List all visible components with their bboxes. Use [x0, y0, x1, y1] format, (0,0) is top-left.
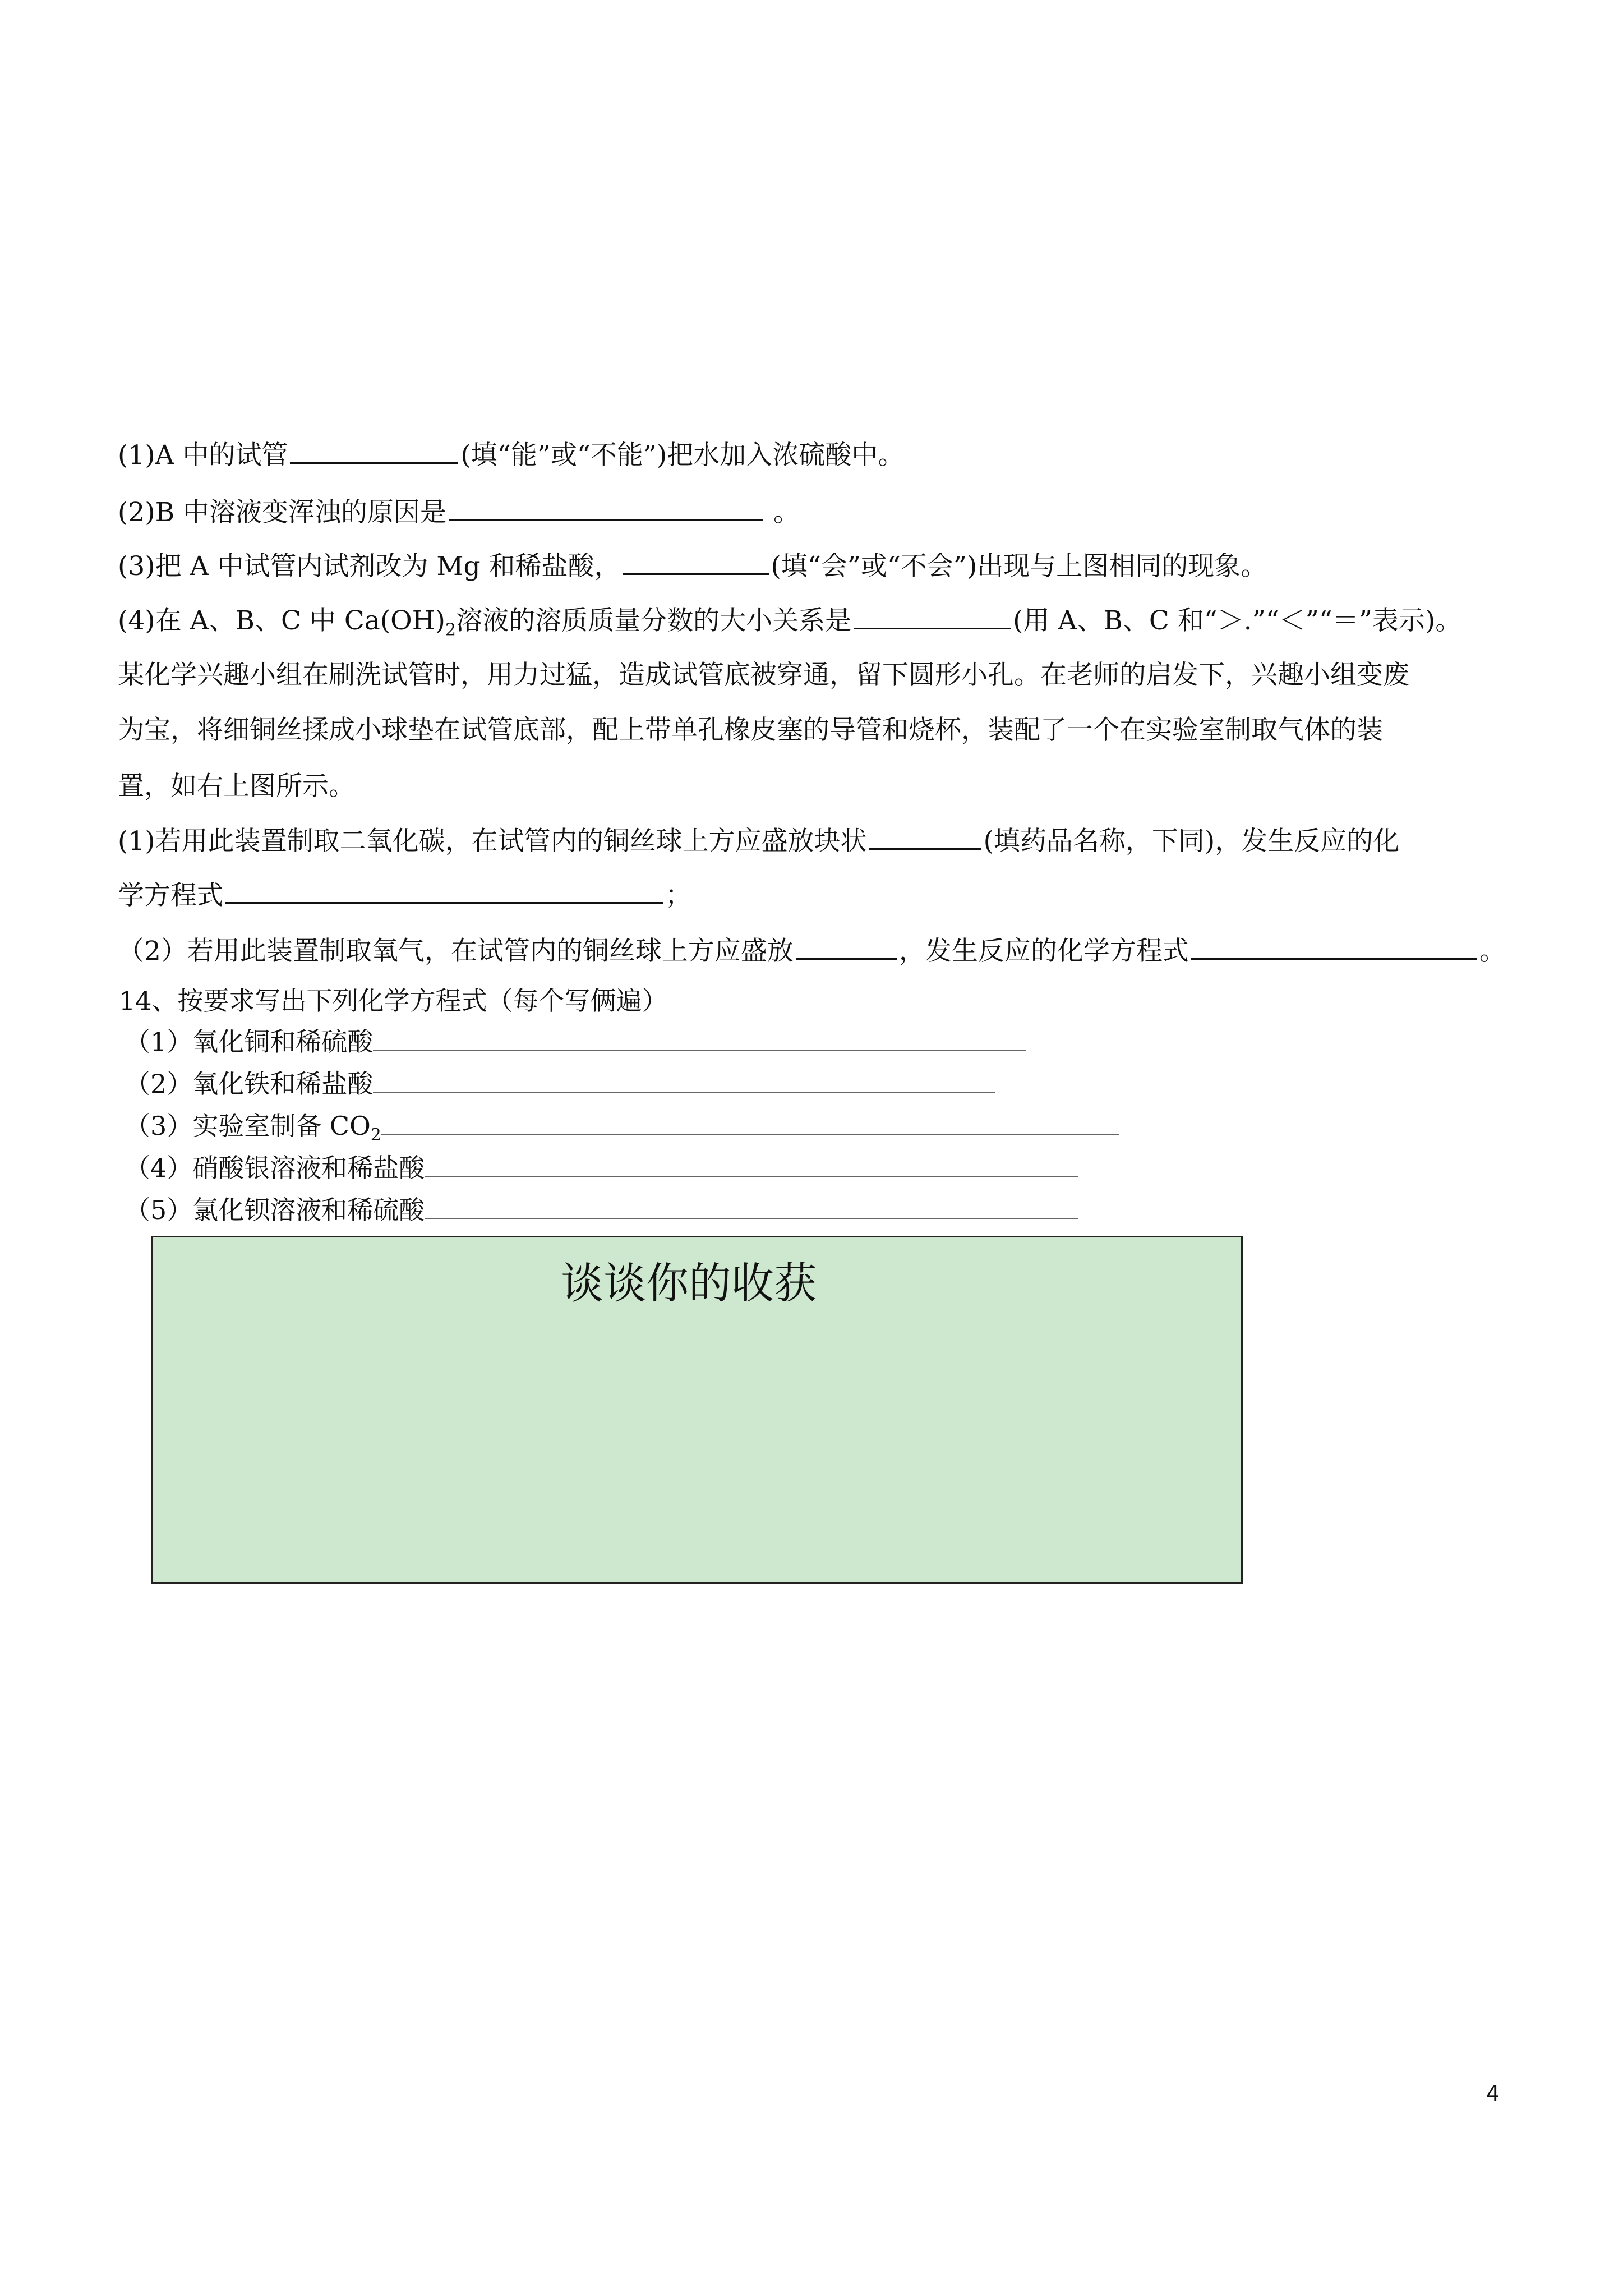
text: ；	[665, 880, 691, 911]
text: (填“会”或“不会”)出现与上图相同的现象。	[771, 551, 1267, 582]
question-b-part-1b	[118, 878, 691, 914]
question-14-item	[125, 1066, 995, 1102]
question-14-item	[125, 1024, 1026, 1060]
question-a-line-1	[118, 438, 904, 473]
answer-blank[interactable]	[290, 439, 458, 464]
question-14-title	[119, 983, 668, 1019]
question-14-item	[125, 1150, 1078, 1186]
text: (填“能”或“不能”)把水加入浓硫酸中。	[460, 440, 905, 471]
answer-blank[interactable]	[854, 605, 1011, 629]
answer-line[interactable]	[373, 1027, 1026, 1051]
text: (2)B 中溶液变浑浊的原因是	[118, 497, 447, 528]
answer-blank[interactable]	[449, 496, 763, 521]
question-b-part-1	[118, 823, 1399, 859]
text: （3）实验室制备 CO	[125, 1111, 371, 1141]
page-number: 4	[1486, 2081, 1500, 2106]
answer-blank[interactable]	[796, 935, 897, 960]
answer-blank[interactable]	[1191, 935, 1477, 960]
text: (3)把 A 中试管内试剂改为 Mg 和稀盐酸，	[118, 551, 621, 582]
answer-blank[interactable]	[869, 825, 981, 850]
question-b-intro-2	[118, 712, 1383, 748]
text: (4)在 A、B、C 中 Ca(OH)	[118, 605, 446, 636]
text: 溶液的溶质质量分数的大小关系是	[456, 605, 852, 636]
answer-blank[interactable]	[225, 880, 663, 904]
answer-line[interactable]	[425, 1153, 1078, 1177]
summary-title: 谈谈你的收获	[561, 1258, 817, 1308]
text: 。	[773, 497, 800, 528]
question-b-intro-1	[118, 657, 1409, 693]
question-14-item	[125, 1192, 1078, 1228]
text: （5）氯化钡溶液和稀硫酸	[125, 1195, 425, 1225]
answer-blank[interactable]	[623, 550, 769, 575]
question-b-part-2	[118, 933, 1506, 969]
text: (1)若用此装置制取二氧化碳，在试管内的铜丝球上方应盛放块状	[118, 826, 867, 857]
text: 学方程式	[118, 880, 223, 911]
text: ，发生反应的化学方程式	[898, 936, 1189, 967]
question-a-line-3	[118, 549, 1267, 585]
question-a-line-4	[118, 603, 1461, 639]
text: （2）氧化铁和稀盐酸	[125, 1069, 374, 1099]
answer-line[interactable]	[381, 1111, 1119, 1135]
subscript: 2	[370, 1125, 381, 1145]
subscript: 2	[445, 620, 457, 640]
question-b-intro-3	[118, 769, 355, 804]
text: 。	[1479, 936, 1506, 967]
text: (1)A 中的试管	[118, 440, 288, 471]
text: 某化学兴趣小组在刷洗试管时，用力过猛，造成试管底被穿通，留下圆形小孔。在老师的启发下，兴趣小组变废	[118, 660, 1409, 691]
text: （4）硝酸银溶液和稀盐酸	[125, 1153, 425, 1183]
text: (填药品名称，下同)，发生反应的化	[983, 826, 1400, 857]
text: 为宝，将细铜丝揉成小球垫在试管底部，配上带单孔橡皮塞的导管和烧杯，装配了一个在实验室制取气体的装	[118, 715, 1383, 746]
answer-line[interactable]	[373, 1069, 995, 1093]
text: 14、按要求写出下列化学方程式（每个写俩遍）	[119, 986, 668, 1016]
question-a-line-2	[118, 495, 800, 531]
text: 置，如右上图所示。	[118, 771, 355, 802]
text: （2）若用此装置制取氧气，在试管内的铜丝球上方应盛放	[118, 936, 794, 967]
text: （1）氧化铜和稀硫酸	[125, 1027, 374, 1057]
text: (用 A、B、C 和“＞.”“＜”“＝”表示)。	[1013, 605, 1462, 636]
answer-line[interactable]	[425, 1195, 1078, 1219]
question-14-item	[125, 1108, 1119, 1144]
